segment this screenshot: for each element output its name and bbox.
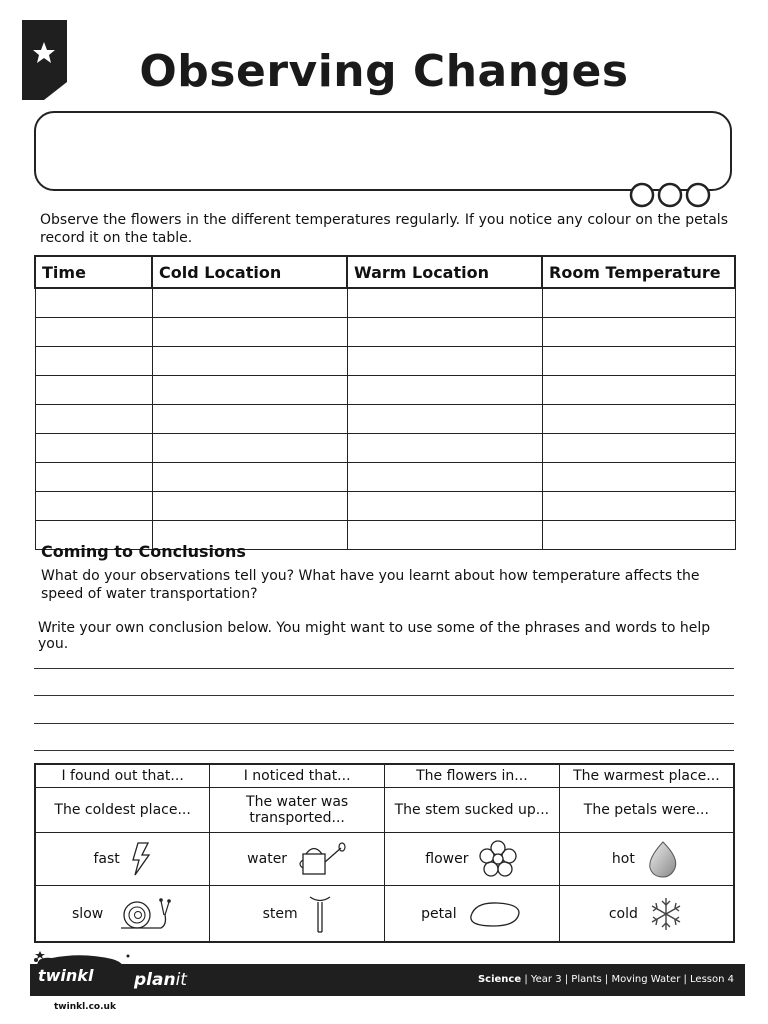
table-row [35,318,735,347]
word-label: stem [262,905,298,922]
question-text: What do your observations tell you? What have you learnt about how temperature affects the speed of water transportation? [41,568,700,602]
word-bank-table [34,763,735,943]
phrase-cell: The coldest place... [35,788,210,833]
table-cell[interactable] [347,347,542,376]
word-label: hot [611,851,635,868]
writing-line[interactable] [34,750,734,751]
table-cell[interactable] [347,288,542,318]
table-cell[interactable] [542,463,735,492]
word-cell [210,833,385,886]
table-cell[interactable] [152,434,347,463]
table-cell[interactable] [347,318,542,347]
table-cell[interactable] [35,434,152,463]
page-title: Observing Changes [139,46,629,97]
word-cell [559,833,734,886]
brand-name: twinkl [38,966,94,985]
table-cell[interactable] [542,492,735,521]
word-cell [385,833,560,886]
table-cell[interactable] [347,376,542,405]
snail-icon [113,895,173,933]
table-row [35,405,735,434]
table-cell[interactable] [542,288,735,318]
table-row [35,288,735,318]
phrase-cell: The flowers in... [385,764,560,788]
stem-icon [308,894,332,934]
writing-line[interactable] [34,668,734,669]
writing-line[interactable] [34,695,734,696]
table-cell[interactable] [542,347,735,376]
word-cell [35,886,210,942]
word-label: petal [421,905,457,922]
lightning-icon [130,842,152,876]
word-cell [35,833,210,886]
table-cell[interactable] [35,405,152,434]
table-row [35,434,735,463]
table-cell[interactable] [347,492,542,521]
phrase-cell: The stem sucked up... [385,788,560,833]
section-heading: Coming to Conclusions [41,542,246,561]
table-cell[interactable] [152,288,347,318]
table-cell[interactable] [347,463,542,492]
word-label: water [247,851,288,868]
phrase-cell: I noticed that... [210,764,385,788]
table-cell[interactable] [542,318,735,347]
breadcrumb-subject: Science [477,974,522,985]
table-cell[interactable] [35,288,152,318]
table-cell[interactable] [347,521,542,550]
word-cell [385,886,560,942]
table-cell[interactable] [542,376,735,405]
table-cell[interactable] [152,463,347,492]
word-label: slow [72,905,104,922]
table-cell[interactable] [35,492,152,521]
word-label: flower [425,851,469,868]
snowflake-icon [648,896,684,932]
table-cell[interactable] [152,376,347,405]
table-cell[interactable] [152,318,347,347]
table-cell[interactable] [542,405,735,434]
table-cell[interactable] [35,318,152,347]
flower-icon [478,840,518,878]
planit-suffix: it [175,970,187,990]
word-label: cold [608,905,638,922]
table-row [35,492,735,521]
breadcrumb [478,974,734,985]
table-row [35,463,735,492]
instructions: Observe the flowers in the different temperatures regularly. If you notice any colour on the petals record it on the table. [40,212,728,246]
table-cell[interactable] [152,347,347,376]
word-cell [210,886,385,942]
writing-line[interactable] [34,723,734,724]
flame-icon [645,840,681,878]
planit-prefix: plan [134,970,176,990]
write-instruction: Write your own conclusion below. You might want to use some of the phrases and words to help you. [38,620,711,652]
table-cell[interactable] [152,492,347,521]
table-header: Room Temperature [542,256,735,288]
rings-icon [628,181,714,211]
table-cell[interactable] [347,405,542,434]
site-url: twinkl.co.uk [54,1002,116,1012]
table-cell[interactable] [542,434,735,463]
table-header: Time [35,256,152,288]
table-cell[interactable] [152,405,347,434]
table-cell[interactable] [542,521,735,550]
table-cell[interactable] [347,434,542,463]
word-cell [559,886,734,942]
table-cell[interactable] [35,376,152,405]
answer-box[interactable] [34,111,732,191]
table-header: Cold Location [152,256,347,288]
phrase-cell: The petals were... [559,788,734,833]
table-row [35,347,735,376]
phrase-cell: The warmest place... [559,764,734,788]
table-cell[interactable] [35,347,152,376]
watering-can-icon [297,840,347,878]
table-header: Warm Location [347,256,542,288]
phrase-cell: The water was transported... [210,788,385,833]
planit-logo [134,970,187,990]
phrase-cell: I found out that... [35,764,210,788]
petal-icon [467,898,523,930]
breadcrumb-path: | Year 3 | Plants | Moving Water | Lesson 4 [521,974,734,985]
observation-table [34,255,736,550]
table-cell[interactable] [35,463,152,492]
word-label: fast [93,851,120,868]
table-row [35,376,735,405]
